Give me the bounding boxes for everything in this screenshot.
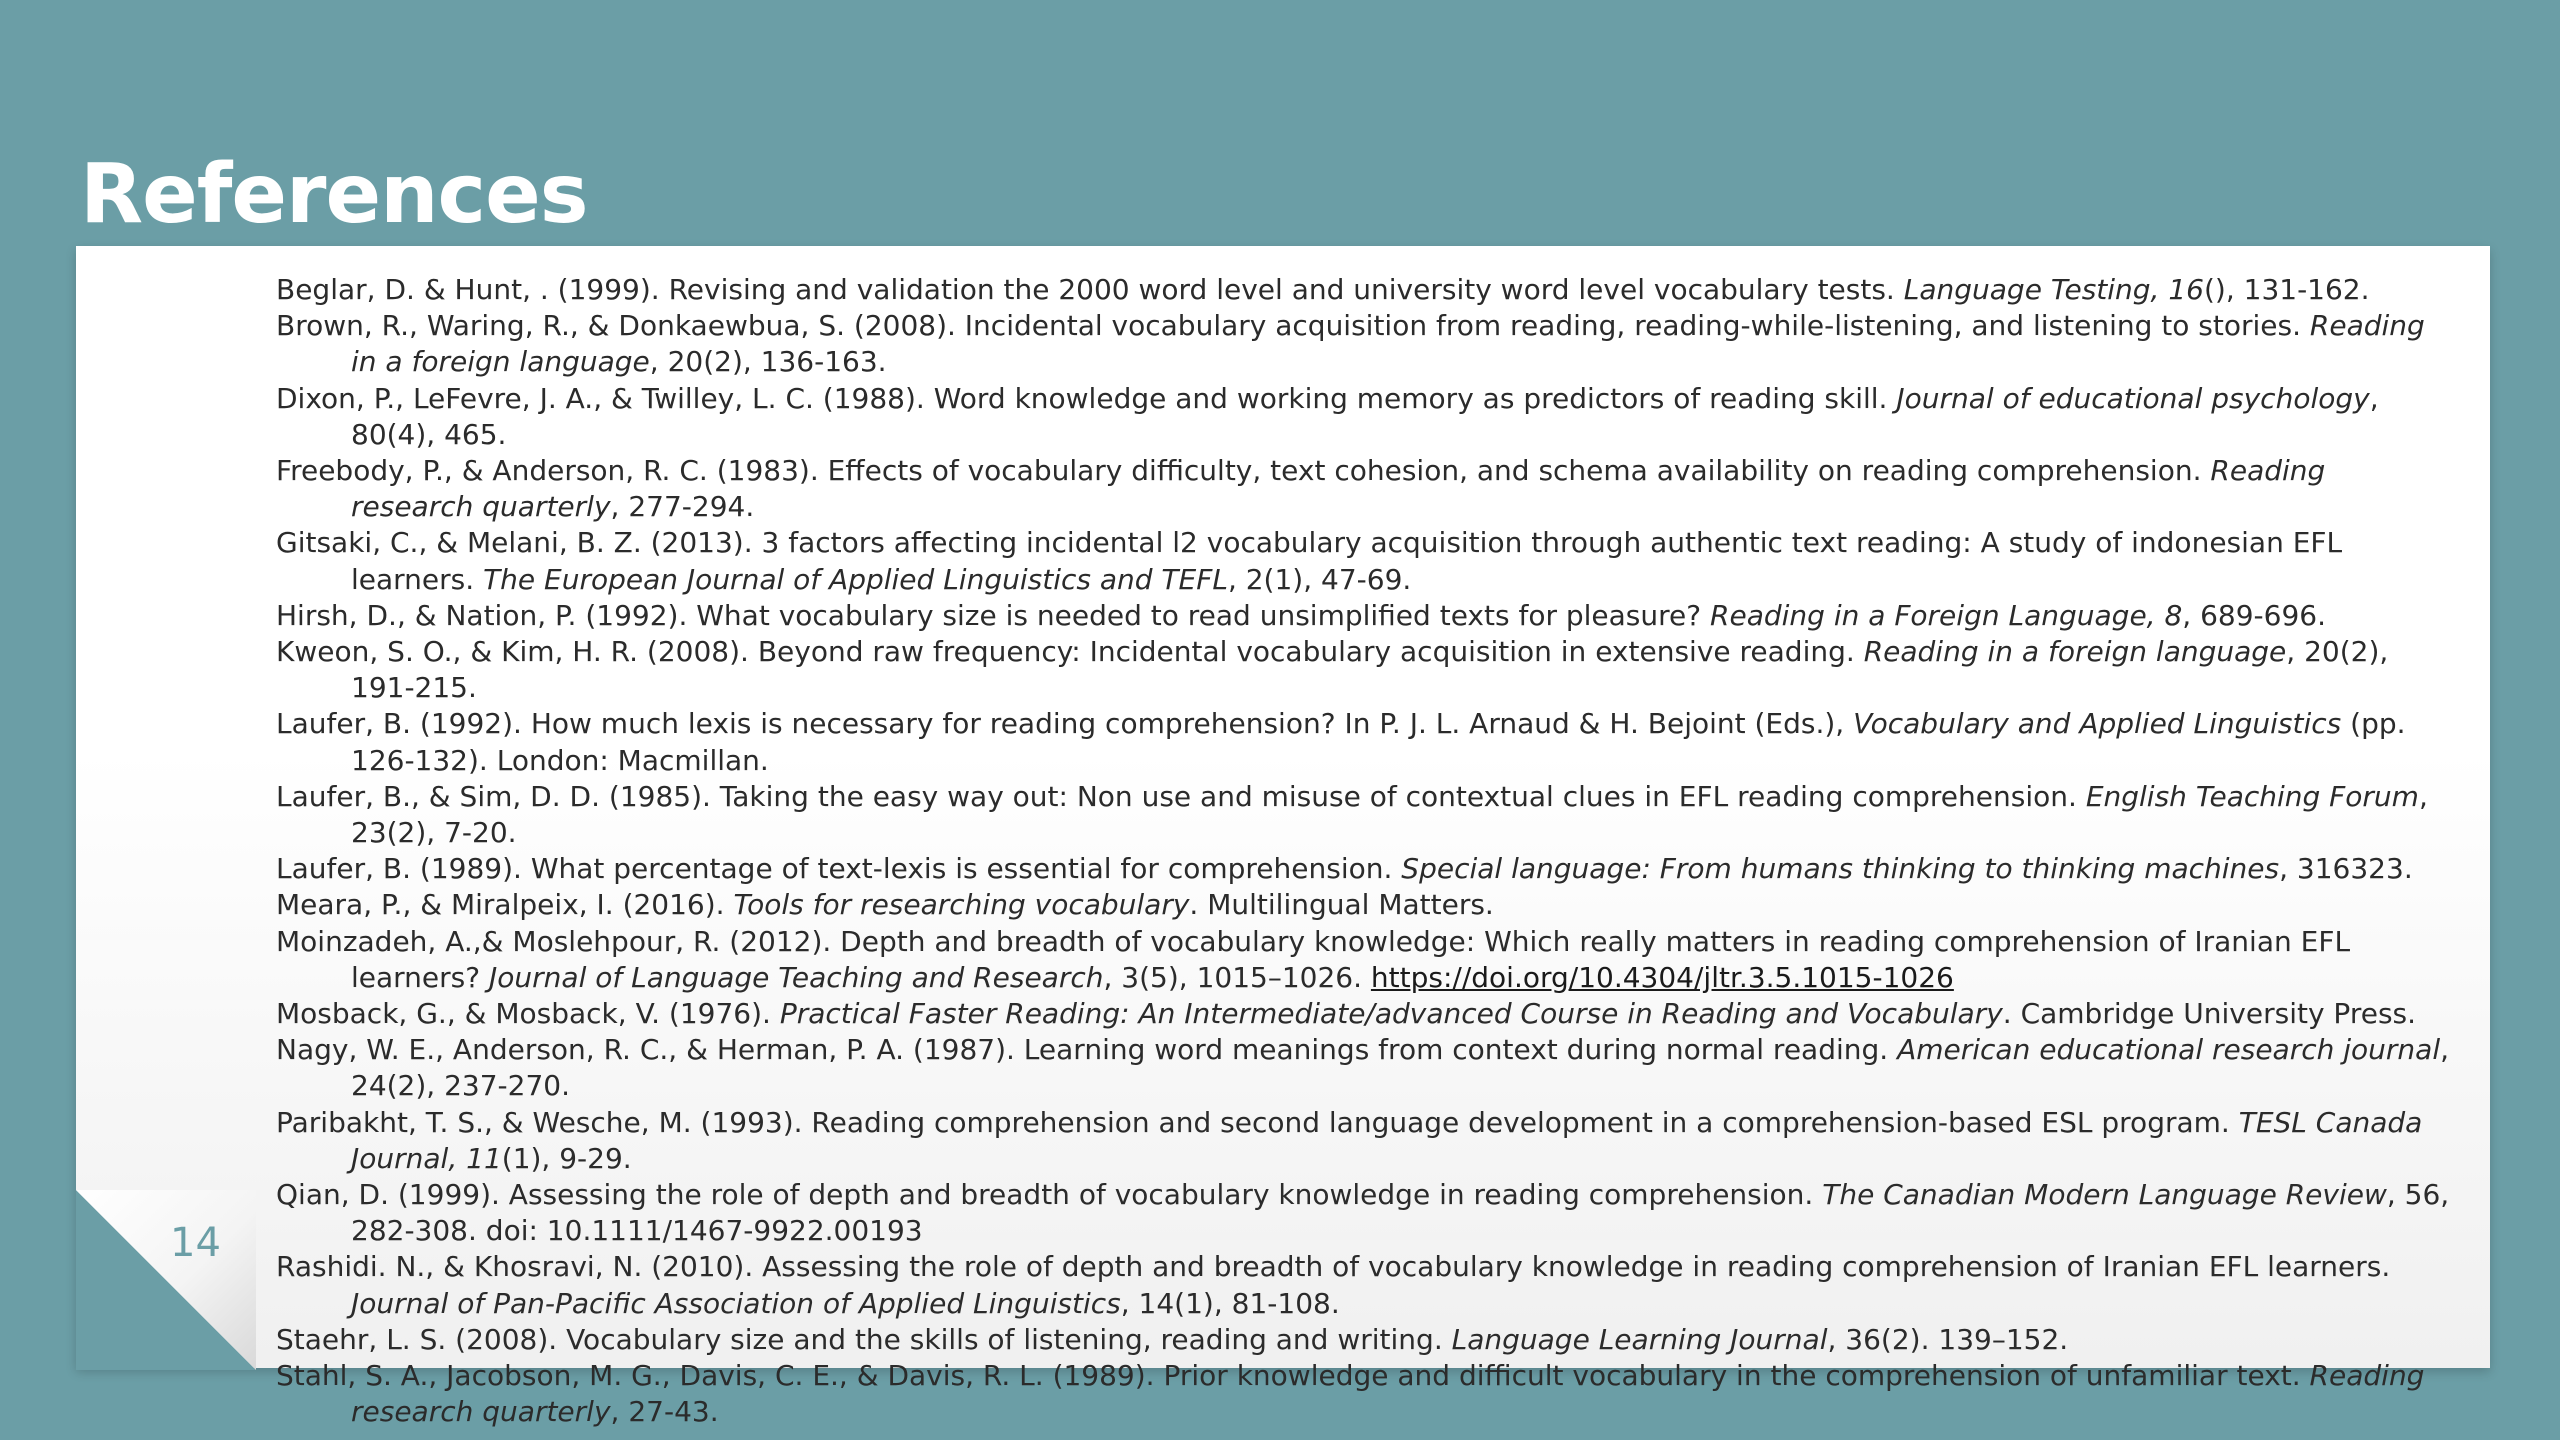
- reference-text: Stahl, S. A., Jacobson, M. G., Davis, C. E., & Davis, R. L. (1989). Prior knowledge and difficult vocabulary in the comprehension of unfamiliar text.: [276, 1359, 2310, 1393]
- reference-source-title: English Teaching Forum: [2085, 779, 2419, 813]
- reference-source-title: Tools for researching vocabulary: [733, 888, 1190, 922]
- reference-details: , 80(4), 465.: [351, 381, 2379, 451]
- reference-details: , 316323.: [2279, 852, 2413, 886]
- reference-text: Laufer, B. (1992). How much lexis is necessary for reading comprehension? In P. J. L. Arnaud & H. Bejoint (Eds.),: [276, 707, 1854, 741]
- reference-details: . Cambridge University Press.: [2002, 997, 2417, 1031]
- reference-entry: [276, 1249, 2456, 1321]
- reference-source-title: The European Journal of Applied Linguistics and TEFL: [483, 562, 1228, 596]
- reference-entry: [276, 598, 2456, 634]
- reference-text: Brown, R., Waring, R., & Donkaewbua, S. (2008). Incidental vocabulary acquisition from reading, reading-while-listening, and listening to stories.: [276, 309, 2310, 343]
- reference-text: Paribakht, T. S., & Wesche, M. (1993). Reading comprehension and second language development in a comprehension-based ESL program.: [276, 1105, 2239, 1139]
- reference-details: , 20(2), 191-215.: [351, 635, 2389, 705]
- reference-entry: [276, 308, 2456, 380]
- reference-text: Freebody, P., & Anderson, R. C. (1983). Effects of vocabulary difficulty, text cohesion, and schema availability on reading comprehension.: [276, 454, 2211, 488]
- reference-entry: [276, 1177, 2456, 1249]
- reference-text: Nagy, W. E., Anderson, R. C., & Herman, P. A. (1987). Learning word meanings from context during normal reading.: [276, 1033, 1898, 1067]
- reference-entry: [276, 381, 2456, 453]
- reference-details: , 27-43.: [610, 1395, 719, 1429]
- reference-text: Gitsaki, C., & Melani, B. Z. (2013). 3 factors affecting incidental l2 vocabulary acquisition through authentic text reading: A study of indonesian EFL learners.: [276, 526, 2343, 596]
- reference-source-title: Reading research quarterly: [351, 454, 2326, 524]
- reference-entry: [276, 996, 2456, 1032]
- reference-source-title: American educational research journal: [1897, 1033, 2441, 1067]
- reference-details: , 689-696.: [2182, 598, 2326, 632]
- reference-text: Staehr, L. S. (2008). Vocabulary size and the skills of listening, reading and writing.: [276, 1322, 1452, 1356]
- reference-text: Hirsh, D., & Nation, P. (1992). What vocabulary size is needed to read unsimplified texts for pleasure?: [276, 598, 1711, 632]
- reference-text: Meara, P., & Miralpeix, I. (2016).: [276, 888, 734, 922]
- reference-details: , 277-294.: [610, 490, 755, 524]
- reference-entry: [276, 779, 2456, 851]
- reference-details: (1), 9-29.: [501, 1141, 632, 1175]
- reference-details: , 20(2), 136-163.: [649, 345, 887, 379]
- reference-entry: [276, 706, 2456, 778]
- page-number: 14: [170, 1220, 221, 1266]
- reference-source-title: TESL Canada Journal, 11: [351, 1105, 2423, 1175]
- reference-details: , 14(1), 81-108.: [1120, 1286, 1340, 1320]
- reference-entry: [276, 272, 2456, 308]
- reference-details: (pp. 126-132). London: Macmillan.: [351, 707, 2406, 777]
- reference-text: Beglar, D. & Hunt, . (1999). Revising and validation the 2000 word level and university word level vocabulary tests.: [276, 273, 1904, 306]
- reference-entry: [276, 887, 2456, 923]
- reference-text: Kweon, S. O., & Kim, H. R. (2008). Beyond raw frequency: Incidental vocabulary acquisition in extensive reading.: [276, 635, 1864, 669]
- reference-details: , 24(2), 237-270.: [351, 1033, 2450, 1103]
- reference-entry: [276, 851, 2456, 887]
- reference-details: , 23(2), 7-20.: [351, 779, 2428, 850]
- reference-list: [276, 272, 2456, 1431]
- reference-text: Qian, D. (1999). Assessing the role of depth and breadth of vocabulary knowledge in reading comprehension.: [276, 1178, 1823, 1212]
- reference-source-title: Language Learning Journal: [1451, 1322, 1828, 1356]
- reference-text: Laufer, B., & Sim, D. D. (1985). Taking the easy way out: Non use and misuse of contextual clues in EFL reading comprehension.: [276, 779, 2086, 813]
- doi-link[interactable]: https://doi.org/10.4304/jltr.3.5.1015-1026: [1370, 960, 1954, 994]
- reference-source-title: Reading in a Foreign Language, 8: [1710, 598, 2183, 632]
- reference-source-title: Practical Faster Reading: An Intermediate/advanced Course in Reading and Vocabulary: [779, 997, 2003, 1031]
- reference-source-title: Reading research quarterly: [351, 1359, 2425, 1429]
- reference-source-title: Special language: From humans thinking to thinking machines: [1401, 852, 2280, 886]
- reference-source-title: Language Testing, 16: [1903, 273, 2204, 306]
- reference-text: Dixon, P., LeFevre, J. A., & Twilley, L. C. (1988). Word knowledge and working memory as predictors of reading skill.: [276, 381, 1897, 415]
- reference-details: . Multilingual Matters.: [1189, 888, 1494, 922]
- reference-text: Laufer, B. (1989). What percentage of text-lexis is essential for comprehension.: [276, 852, 1402, 886]
- reference-source-title: The Canadian Modern Language Review: [1822, 1178, 2387, 1212]
- reference-text: Mosback, G., & Mosback, V. (1976).: [276, 997, 780, 1031]
- reference-details: , 3(5), 1015–1026.: [1103, 960, 1371, 994]
- reference-entry: [276, 1105, 2456, 1177]
- reference-details: , 2(1), 47-69.: [1227, 562, 1412, 596]
- reference-entry: [276, 525, 2456, 597]
- reference-entry: [276, 924, 2456, 996]
- reference-source-title: Reading in a foreign language: [1863, 635, 2287, 669]
- reference-source-title: Journal of educational psychology: [1896, 381, 2370, 415]
- slide-title: References: [80, 147, 588, 242]
- reference-source-title: Reading in a foreign language: [351, 309, 2425, 379]
- reference-entry: [276, 453, 2456, 525]
- reference-details: , 56, 282-308. doi: 10.1111/1467-9922.00193: [351, 1178, 2450, 1248]
- reference-entry: [276, 1032, 2456, 1104]
- reference-source-title: Journal of Pan-Pacific Association of Applied Linguistics: [351, 1286, 1121, 1320]
- reference-text: Rashidi. N., & Khosravi, N. (2010). Assessing the role of depth and breadth of vocabulary knowledge in reading comprehension of Iranian EFL learners.: [276, 1250, 2391, 1284]
- reference-details: (), 131-162.: [2203, 273, 2370, 306]
- reference-details: , 36(2). 139–152.: [1827, 1322, 2069, 1356]
- reference-source-title: Vocabulary and Applied Linguistics: [1853, 707, 2342, 741]
- reference-text: Moinzadeh, A.,& Moslehpour, R. (2012). Depth and breadth of vocabulary knowledge: Which really matters in reading comprehension of Iranian EFL learners?: [276, 924, 2351, 994]
- reference-source-title: Journal of Language Teaching and Research: [489, 960, 1104, 994]
- reference-entry: [276, 634, 2456, 706]
- reference-entry: [276, 1358, 2456, 1430]
- reference-entry: [276, 1322, 2456, 1358]
